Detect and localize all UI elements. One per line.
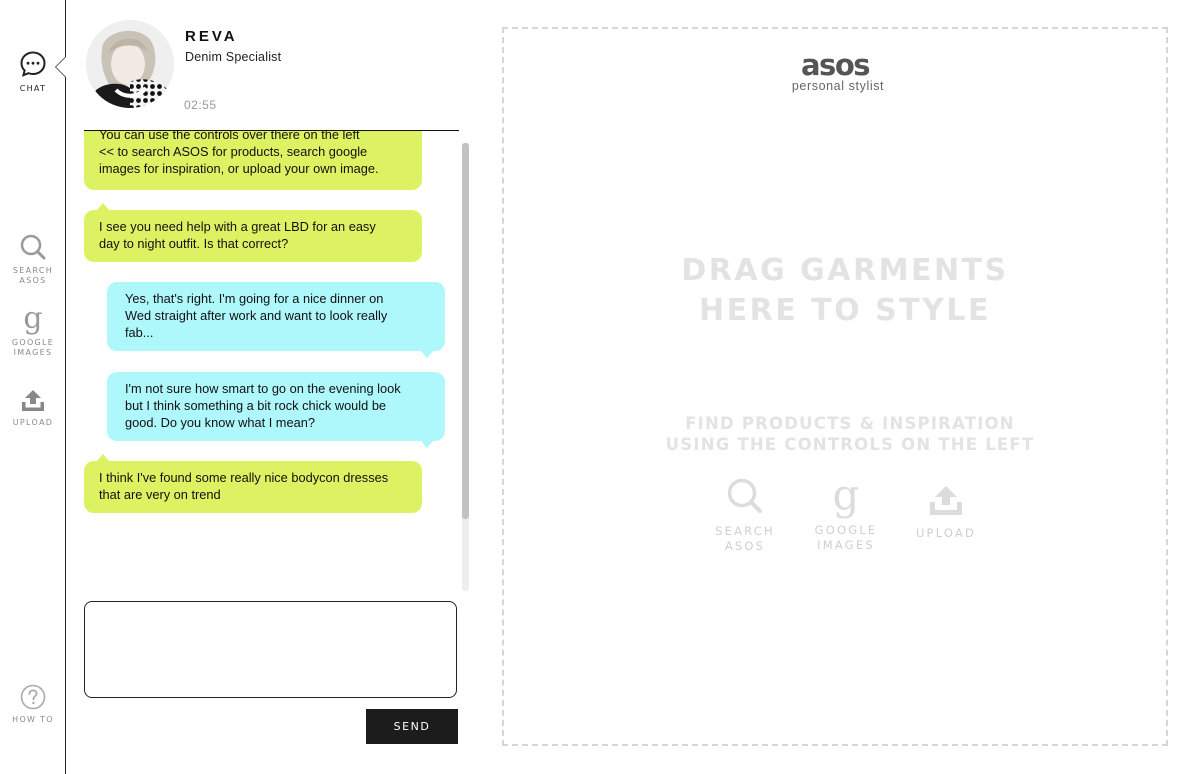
active-tab-pointer: [55, 56, 66, 78]
message-line: images for inspiration, or upload your own image.: [99, 161, 379, 176]
rail-search-label-line1: SEARCH: [12, 266, 54, 275]
rail-chat-label: CHAT: [19, 84, 47, 93]
left-rail: [0, 0, 66, 774]
stylist-photo: [86, 20, 174, 108]
board-upload-button[interactable]: [891, 485, 1001, 541]
find-hint-line1: FIND PRODUCTS & INSPIRATION: [685, 414, 1015, 433]
search-icon: [19, 233, 47, 261]
chat-message-user: [107, 372, 445, 441]
upload-icon: [20, 388, 46, 414]
chat-log: [84, 131, 459, 591]
chat-scrollbar-thumb[interactable]: [462, 143, 469, 519]
message-line: Wed straight after work and want to look really: [125, 308, 388, 323]
send-button[interactable]: SEND: [366, 709, 458, 744]
message-line: good. Do you know what I mean?: [125, 415, 315, 430]
board-search-asos-button[interactable]: [690, 477, 800, 554]
message-line: I think I've found some really nice bodycon dresses: [99, 470, 389, 485]
brand-subtitle: personal stylist: [791, 79, 885, 93]
board-upload-label: UPLOAD: [915, 526, 977, 540]
drag-garments-heading: [504, 251, 1186, 331]
chat-scrollbar[interactable]: [462, 143, 469, 591]
drag-heading-line1: DRAG GARMENTS: [681, 253, 1009, 288]
chat-message-agent: [84, 461, 422, 513]
rail-how-to-label: HOW TO: [12, 715, 54, 724]
message-line: You can use the controls over there on the left: [99, 131, 360, 142]
message-line: Yes, that's right. I'm going for a nice dinner on: [125, 291, 384, 306]
chat-icon: [19, 50, 47, 78]
board-search-label-line2: ASOS: [724, 539, 766, 553]
message-line: << to search ASOS for products, search google: [99, 144, 368, 159]
message-line: fab...: [125, 325, 154, 340]
drag-heading-line2: HERE TO STYLE: [699, 293, 991, 328]
rail-google-images-button[interactable]: [0, 301, 66, 358]
message-line: but I think something a bit rock chick would be: [125, 398, 387, 413]
rail-google-label-line2: IMAGES: [13, 348, 53, 357]
rail-how-to-button[interactable]: [0, 684, 66, 725]
board-google-images-button[interactable]: [791, 470, 901, 553]
chat-message-user: [107, 282, 445, 351]
help-icon: [20, 684, 46, 710]
chat-message-agent: [84, 131, 422, 190]
brand-logo: [504, 48, 1166, 93]
brand-logo-text: asos: [800, 48, 869, 82]
message-input[interactable]: [84, 601, 457, 698]
rail-upload-button[interactable]: [0, 388, 66, 428]
find-products-hint: [504, 413, 1196, 455]
board-google-label-line1: GOOGLE: [814, 523, 878, 537]
message-line: that are very on trend: [99, 487, 221, 502]
message-line: day to night outfit. Is that correct?: [99, 236, 289, 251]
chat-timer: 02:55: [184, 98, 217, 112]
rail-search-asos-button[interactable]: [0, 233, 66, 286]
message-line: I see you need help with a great LBD for an easy: [99, 219, 376, 234]
stylist-role: Denim Specialist: [185, 50, 282, 64]
rail-search-label-line2: ASOS: [19, 276, 47, 285]
google-icon: g: [23, 301, 43, 336]
find-hint-line2: USING THE CONTROLS ON THE LEFT: [665, 435, 1035, 454]
stylist-name: REVA: [185, 28, 238, 45]
chat-message-agent: [84, 210, 422, 262]
message-line: I'm not sure how smart to go on the evening look: [125, 381, 401, 396]
styling-board-dropzone[interactable]: [502, 27, 1168, 746]
board-google-label-line2: IMAGES: [817, 538, 875, 552]
search-icon: [726, 477, 764, 515]
google-icon: g: [832, 470, 860, 519]
upload-icon: [928, 485, 964, 517]
rail-upload-label: UPLOAD: [12, 418, 54, 427]
board-search-label-line1: SEARCH: [715, 524, 775, 538]
rail-google-label-line1: GOOGLE: [11, 338, 55, 347]
stylist-avatar: [86, 20, 174, 108]
